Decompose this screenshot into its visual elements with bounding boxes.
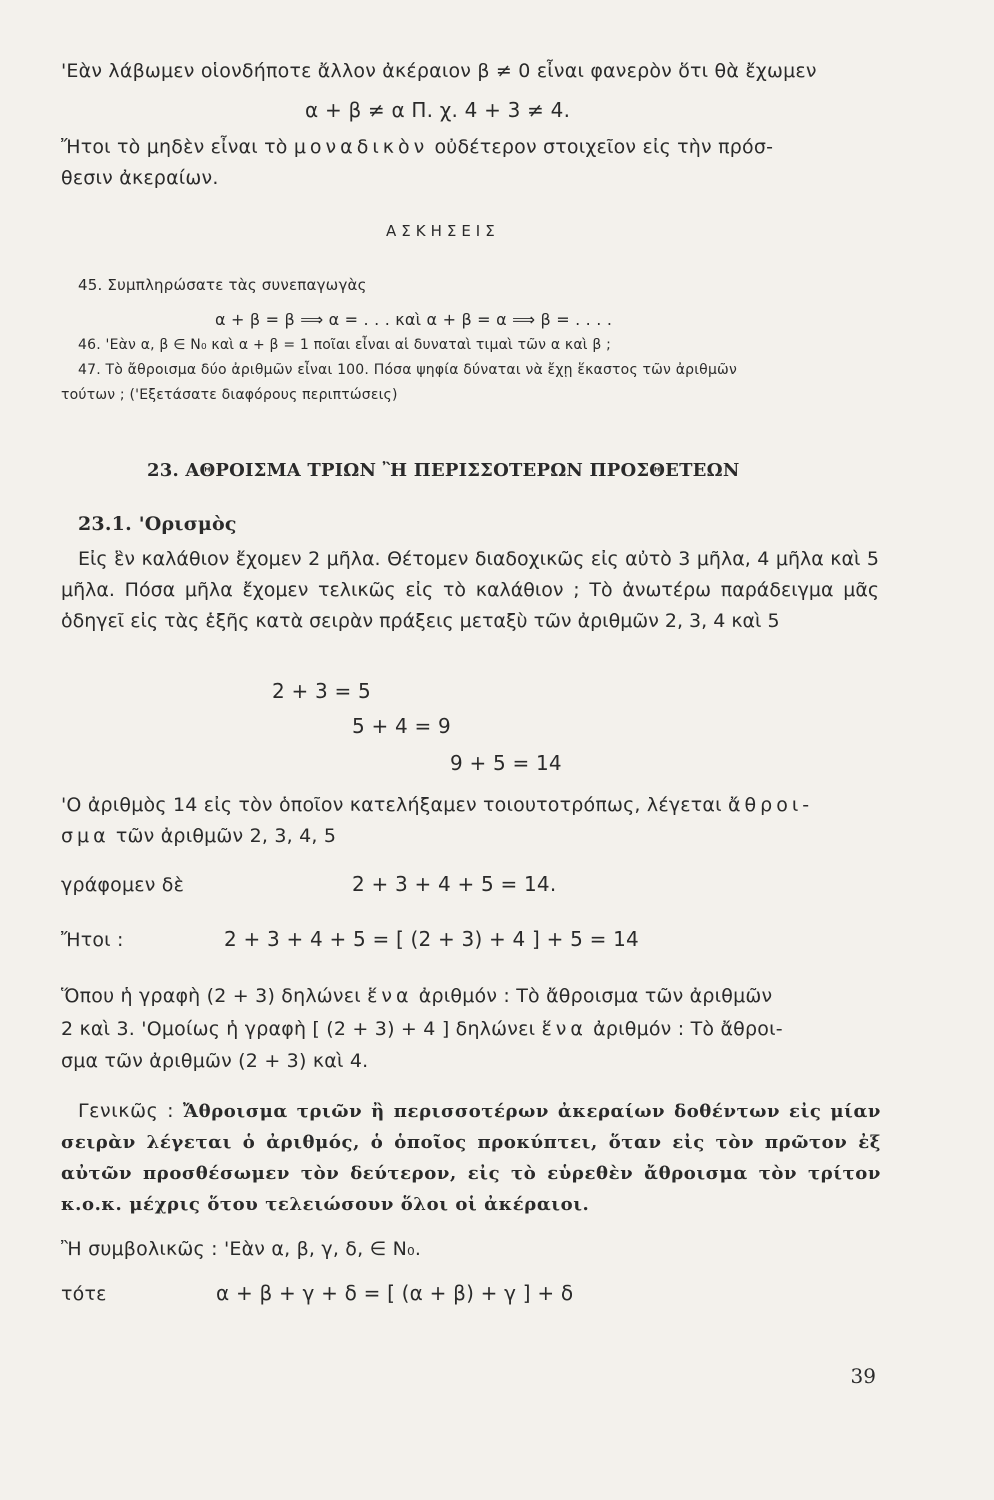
page-number: 39 (850, 1364, 876, 1388)
intro-line-3-end: οὐδέτερον στοιχεῖον εἰς τὴν πρόσ- (434, 136, 774, 158)
equation-1: 2 + 3 = 5 (272, 679, 371, 703)
itoi-equation: 2 + 3 + 4 + 5 = [ (2 + 3) + 4 ] + 5 = 14 (224, 927, 639, 951)
grouping-line-2 (61, 1018, 783, 1040)
grouping-line-2-start: 2 καὶ 3. 'Ομοίως ἡ γραφὴ [ (2 + 3) + 4 ] δηλώνει (61, 1018, 536, 1040)
paragraph-apples: Εἰς ἓν καλάθιον ἔχομεν 2 μῆλα. Θέτομεν διαδοχικῶς εἰς αὐτὸ 3 μῆλα, 4 μῆλα καὶ 5 μῆλα. Πόσα μῆλα ἔχομεν τελικῶς εἰς τὸ καλάθιον ; Τὸ ἀνωτέρω παράδειγμα μᾶς ὁδηγεῖ εἰς τὰς ἑξῆς κατὰ σειρὰν πράξεις μεταξὺ τῶν ἀριθμῶν 2, 3, 4 καὶ 5 (61, 548, 879, 632)
exercises-title: ΑΣΚΗΣΕΙΣ (386, 222, 500, 240)
general-definition-text: Ἄθροισμα τριῶν ἢ περισσοτέρων ἀκεραίων δοθέντων εἰς μίαν σειρὰν λέγεται ὁ ἀριθμός, ὁ ὁποῖος προκύπτει, ὅταν εἰς τὸν πρῶτον ἐξ αὐτῶν προσθέσωμεν τὸν δεύτερον, εἰς τὸ εὑρεθὲν ἄθροισμα τὸν τρίτον κ.ο.κ. μέχρις ὅτου τελειώσουν ὅλοι οἱ ἀκέραιοι. (61, 1101, 882, 1215)
intro-line-3 (61, 136, 773, 158)
sum-definition-line-1 (61, 794, 813, 816)
equation-2: 5 + 4 = 9 (352, 714, 451, 738)
grouping-line-3: σμα τῶν ἀριθμῶν (2 + 3) καὶ 4. (61, 1050, 369, 1072)
write-equation: 2 + 3 + 4 + 5 = 14. (352, 872, 557, 896)
sum-definition-end: τῶν ἀριθμῶν 2, 3, 4, 5 (115, 825, 337, 847)
equation-3: 9 + 5 = 14 (450, 751, 562, 775)
itoi-label: Ἤτοι : (61, 929, 124, 951)
section-heading: 23. ΑΘΡΟΙΣΜΑ ΤΡΙΩΝ Ἢ ΠΕΡΙΣΣΟΤΕΡΩΝ ΠΡΟΣΘΕΤΕΩΝ (147, 460, 740, 481)
symbolic-line: Ἢ συμβολικῶς : 'Εὰν α, β, γ, δ, ∈ N₀. (61, 1238, 422, 1260)
exercise-47-cont: τούτων ; ('Εξετάσατε διαφόρους περιπτώσεις) (61, 387, 398, 403)
spaced-word-sum-1: ἄθροι- (727, 794, 814, 816)
grouping-line-2-end: ἀριθμόν : Τὸ ἄθροι- (593, 1018, 783, 1040)
grouping-line-1 (61, 985, 772, 1007)
general-label: Γενικῶς : (78, 1100, 175, 1122)
exercise-46: 46. 'Εὰν α, β ∈ N₀ καὶ α + β = 1 ποῖαι εἶναι αἱ δυναταὶ τιμαὶ τῶν α καὶ β ; (78, 337, 612, 353)
grouping-line-1-end: ἀριθμόν : Τὸ ἄθροισμα τῶν ἀριθμῶν (418, 985, 773, 1007)
intro-formula: α + β ≠ α Π. χ. 4 + 3 ≠ 4. (305, 98, 571, 122)
spaced-word-unique: μοναδικὸν (293, 136, 429, 158)
grouping-line-1-start: Ὅπου ἡ γραφὴ (2 + 3) δηλώνει (61, 985, 361, 1007)
write-label: γράφομεν δὲ (61, 874, 185, 896)
tote-label: τότε (61, 1283, 107, 1305)
spaced-word-one-1: ἕνα (367, 985, 413, 1007)
subsection-heading: 23.1. 'Ορισμὸς (78, 513, 237, 535)
spaced-word-one-2: ἕνα (541, 1018, 587, 1040)
exercise-45-formula: α + β = β ⟹ α = . . . καὶ α + β = α ⟹ β = . . . . (215, 310, 613, 329)
sum-definition-line-2 (61, 825, 336, 847)
sum-definition-text: 'Ο ἀριθμὸς 14 εἰς τὸν ὁποῖον κατελήξαμεν τοιουτοτρόπως, λέγεται (61, 794, 722, 816)
intro-line-1: 'Εὰν λάβωμεν οἱονδήποτε ἄλλον ἀκέραιον β ≠ 0 εἶναι φανερὸν ὅτι θὰ ἔχωμεν (61, 60, 817, 82)
tote-equation: α + β + γ + δ = [ (α + β) + γ ] + δ (216, 1281, 574, 1305)
spaced-word-sum-2: σμα (61, 825, 110, 847)
intro-line-3-start: Ἤτοι τὸ μηδὲν εἶναι τὸ (61, 136, 288, 158)
exercise-47: 47. Τὸ ἄθροισμα δύο ἀριθμῶν εἶναι 100. Πόσα ψηφία δύναται νὰ ἔχῃ ἕκαστος τῶν ἀριθμῶν (78, 362, 738, 378)
general-definition (61, 1096, 881, 1220)
exercise-45: 45. Συμπληρώσατε τὰς συνεπαγωγὰς (78, 276, 367, 294)
intro-line-4: θεσιν ἀκεραίων. (61, 167, 219, 189)
